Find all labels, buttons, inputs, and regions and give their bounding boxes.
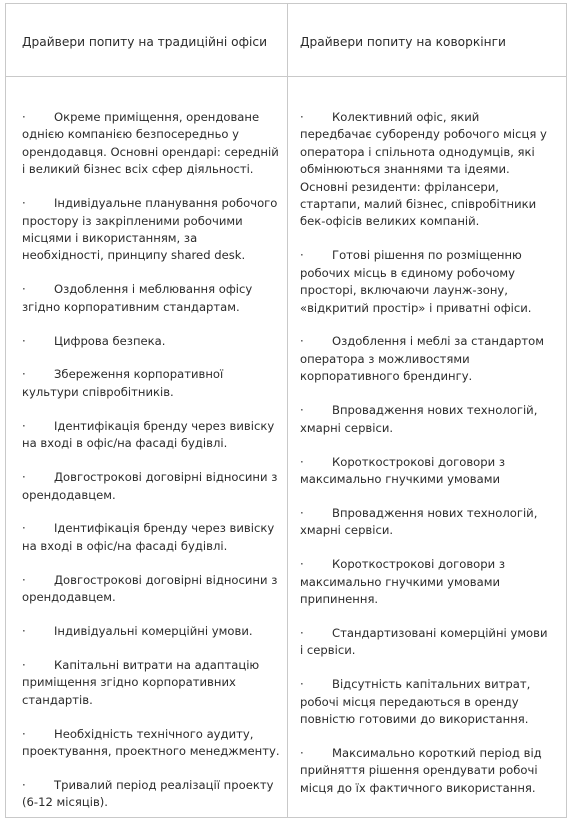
list-item: · Індивідуальні комерційні умови. [22,623,280,640]
list-item: · Оздоблення і меблі за стандартом оператора з можливостями корпоративного брендингу. [300,334,545,384]
bullet: · [22,521,26,536]
list-item: · Довгострокові договірні відносини з орендодавцем. [22,572,278,605]
bullet: · [300,454,304,469]
bullet: · [22,624,26,639]
list-item: · Короткострокові договори з максимально гнучкими умовами [300,454,506,486]
list-item: · Колективний офіс, який передбачає суборенду робочого місця у оператора і спільнота однодумців, які обмінюються знаннями та ідеями. Основні резиденти: фрілансери, стартапи, малий бізнес, співробітники бек-офісів великих компаній. [300,110,547,229]
list-item: · Впровадження нових технологій, хмарні сервіси. [300,505,538,538]
list-item: · Окреме приміщення, орендоване однією компанією безпосередньо у орендодавця. Основні орендарі: середній і великий бізнес всіх сфер діяльності. [22,110,279,177]
header-coworkings: Драйвери попиту на коворкінги [300,35,506,49]
list-item: · Ідентифікація бренду через вивіску на вході в офіс/на фасаді будівлі. [22,418,275,451]
header-divider [6,76,566,77]
bullet: · [300,110,304,124]
header-traditional-offices: Драйвери попиту на традиційні офіси [22,35,268,49]
list-item: · Цифрова безпека. [22,333,280,350]
bullet: · [22,110,26,124]
bullet: · [300,677,304,692]
list-item: · Ідентифікація бренду через вивіску на вході в офіс/на фасаді будівлі. [22,521,275,553]
list-item: · Довгострокові договірні відносини з орендодавцем. [22,470,278,502]
bullet: · [22,470,26,485]
bullet: · [22,726,26,741]
comparison-table [5,3,567,818]
bullet: · [22,418,26,433]
coworkings-list [300,109,548,814]
bullet: · [22,196,26,211]
bullet: · [300,557,304,572]
list-item: · Впровадження нових технологій, хмарні сервіси. [300,403,538,435]
list-item: · Збереження корпоративної культури співробітників. [22,367,224,399]
list-item: · Короткострокові договори з максимально гнучкими умовами припинення. [300,557,506,606]
list-item: · Стандартизовані комерційні умови і сервіси. [300,625,548,658]
bullet: · [300,745,304,760]
list-item: · Індивідуальне планування робочого простору із закріпленими робочими місцями і використанням, за необхідності, принципу shared desk. [22,196,278,263]
bullet: · [22,572,26,587]
list-item: · Тривалий період реалізації проекту (6-12 місяців). [22,777,274,810]
list-item: · Капітальні витрати на адаптацію приміщення згідно корпоративних стандартів. [22,657,260,707]
column-divider [287,4,288,817]
bullet: · [300,248,304,263]
bullet: · [300,625,304,640]
bullet: · [300,505,304,520]
bullet: · [22,657,26,672]
bullet: · [22,367,26,382]
bullet: · [22,282,26,297]
list-item: · Відсутність капітальних витрат, робочі місця передаються в оренду повністю готовими до використання. [300,677,531,726]
list-item: · Максимально короткий період від прийняття рішення орендувати робочі місця до їх фактичного використання. [300,745,542,795]
bullet: · [22,777,26,792]
bullet: · [300,334,304,349]
list-item: · Готові рішення по розміщенню робочих місць в єдиному робочому просторі, включаючи лаунж-зону, «відкритий простір» і приватні офіси. [300,248,532,315]
traditional-offices-list [22,109,280,828]
list-item: · Необхідність технічного аудиту, проектування, проектного менеджменту. [22,726,280,759]
bullet: · [22,333,26,348]
list-item: · Оздоблення і меблювання офісу згідно корпоративним стандартам. [22,282,253,314]
bullet: · [300,403,304,418]
